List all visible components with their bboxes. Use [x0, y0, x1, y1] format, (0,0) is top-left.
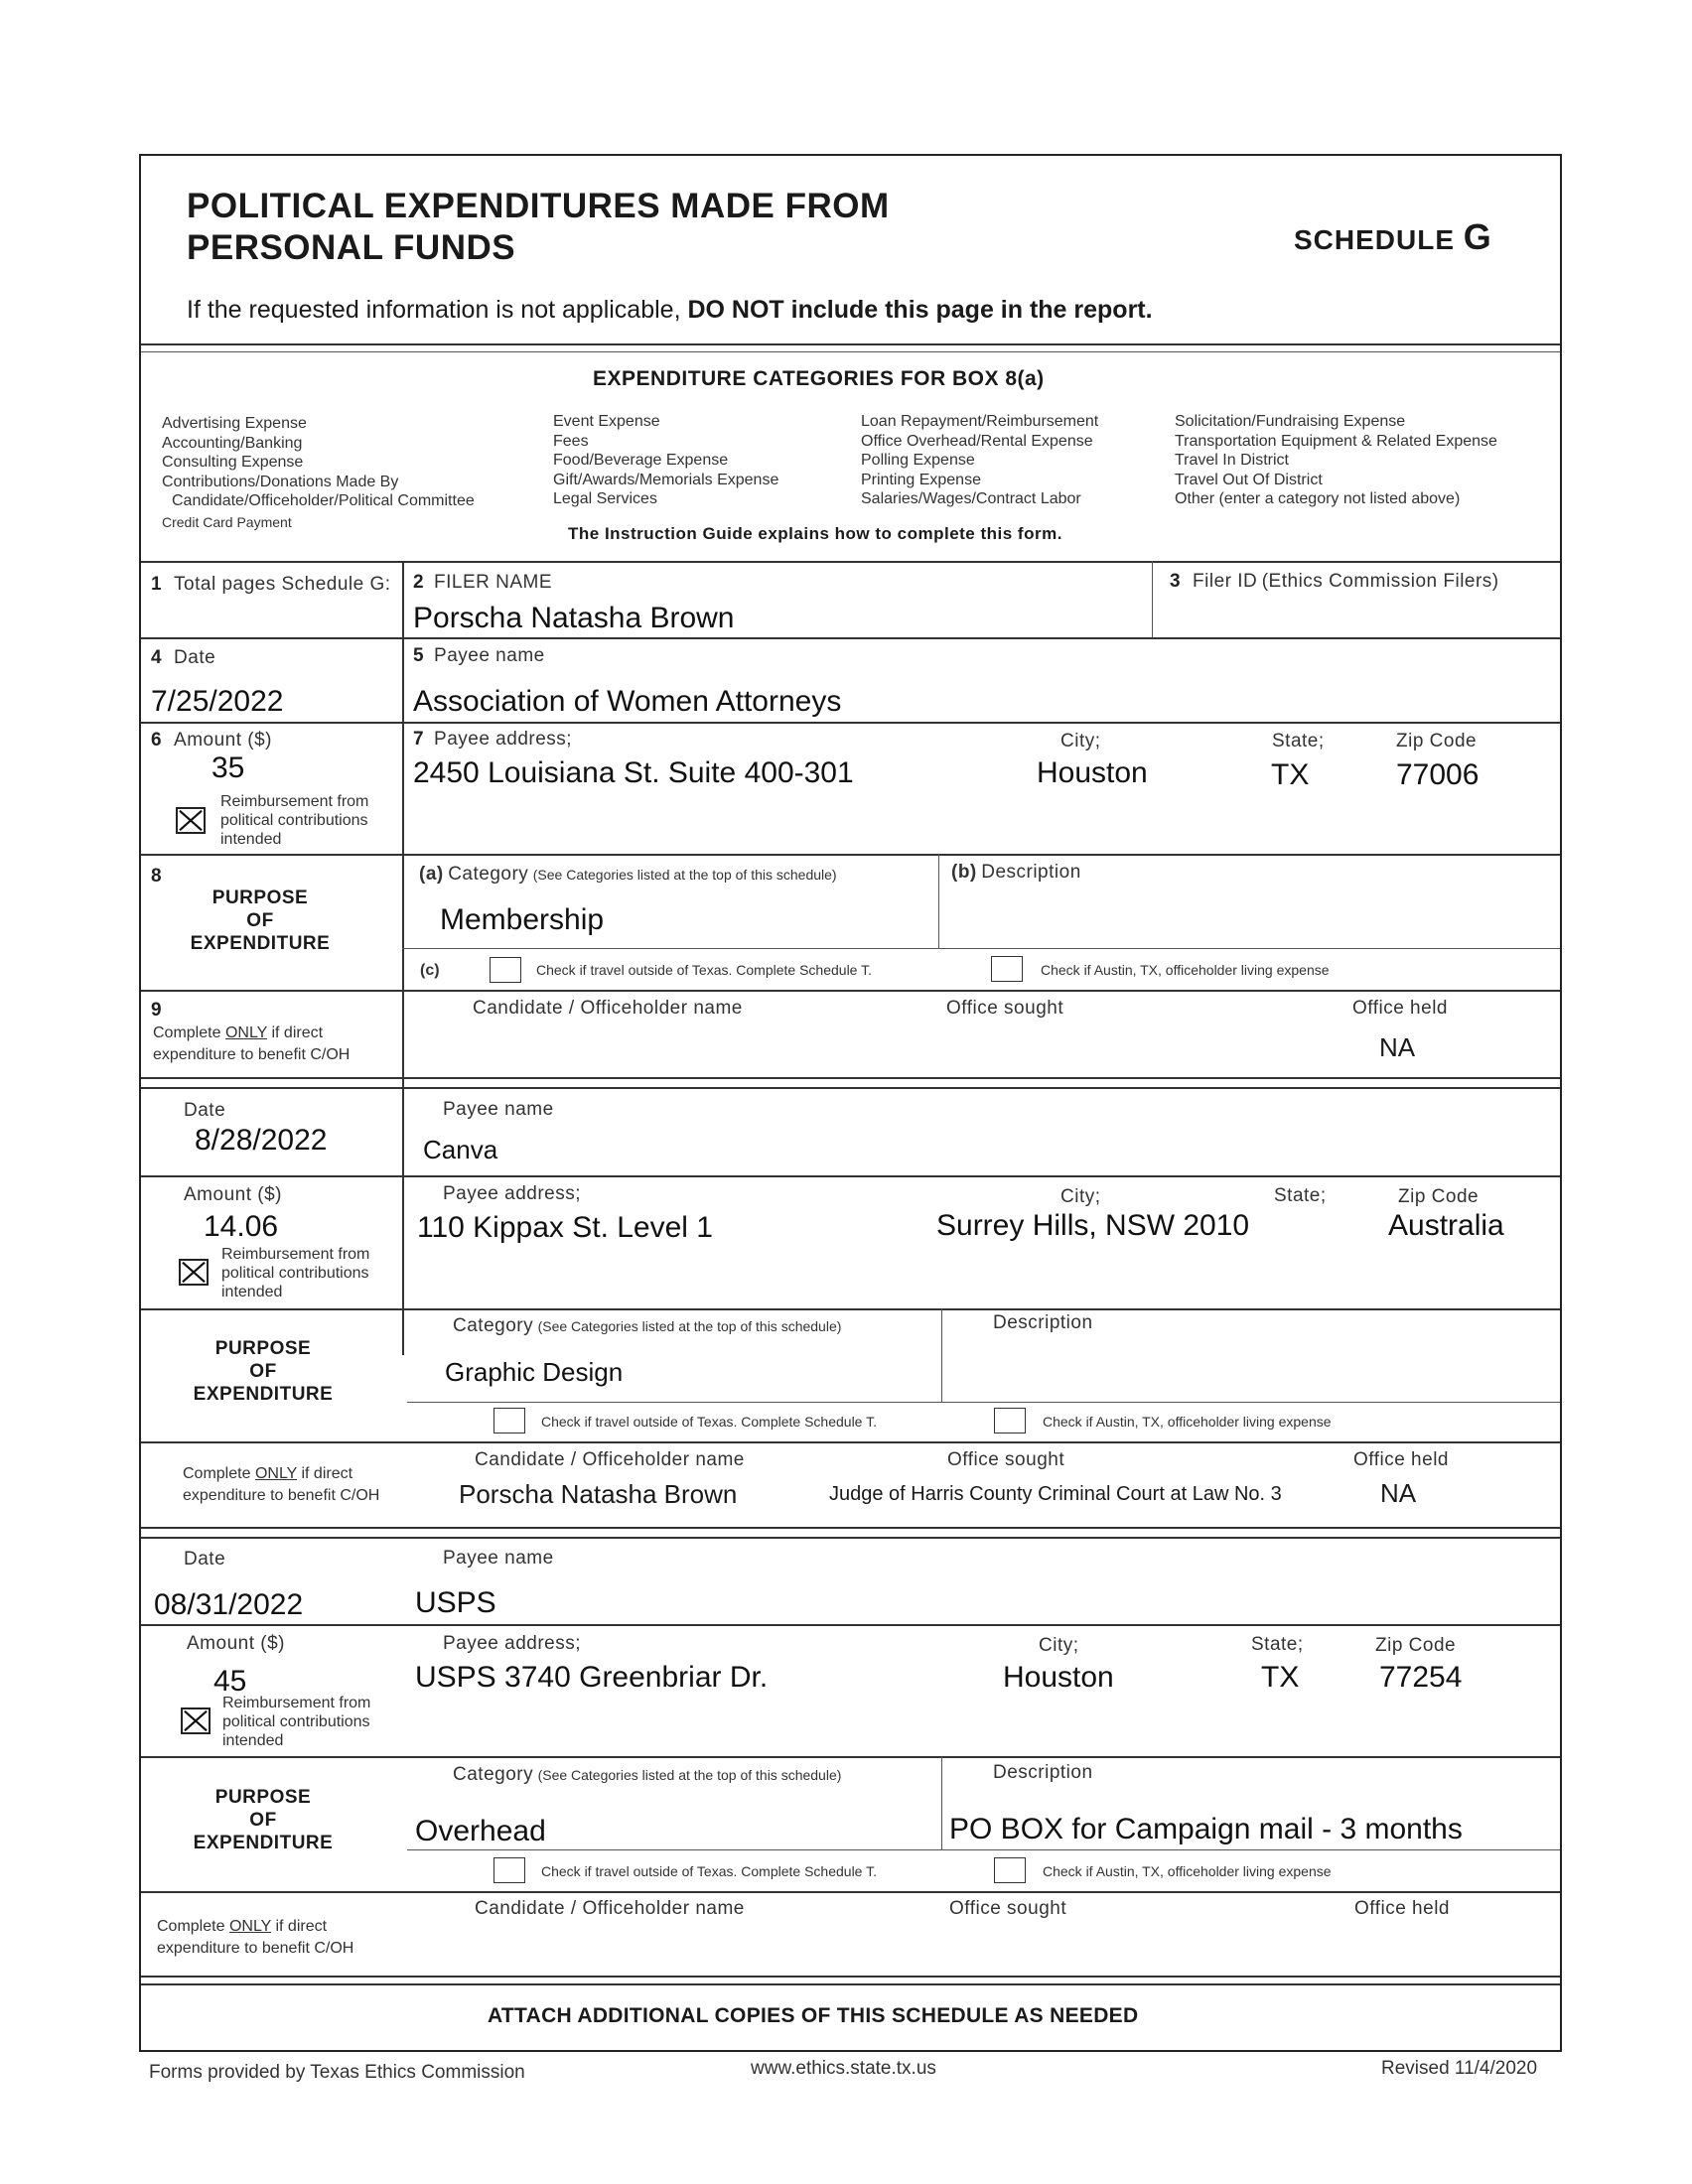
- state-label: State;: [1251, 1634, 1304, 1655]
- complete-suffix: if direct: [271, 1024, 324, 1041]
- entry3-zip[interactable]: 77254: [1379, 1661, 1463, 1694]
- complete-only-label: [157, 1916, 353, 1960]
- divider: [141, 561, 1560, 563]
- categories-col3: [861, 412, 1098, 509]
- purpose-line: EXPENDITURE: [193, 1384, 334, 1405]
- entry1-state[interactable]: TX: [1271, 758, 1310, 791]
- description-label: Description: [993, 1762, 1093, 1783]
- candidate-name-label: Candidate / Officeholder name: [475, 1449, 745, 1470]
- entry3-city[interactable]: Houston: [1003, 1661, 1114, 1694]
- entry2-austin-checkbox[interactable]: [994, 1408, 1026, 1433]
- entry2-amount[interactable]: 14.06: [204, 1210, 279, 1243]
- zip-label: Zip Code: [1398, 1186, 1480, 1207]
- entry2-office-sought[interactable]: Judge of Harris County Criminal Court at Law No. 3: [829, 1483, 1282, 1505]
- divider: [1152, 561, 1153, 637]
- filer-id-label: Filer ID: [1193, 571, 1258, 592]
- reimbursement-label: [220, 792, 368, 849]
- categories-col1: [162, 414, 475, 532]
- category-item: Accounting/Banking: [162, 434, 303, 452]
- field-number: 6: [151, 730, 162, 751]
- reimb-line: Reimbursement from: [222, 1695, 371, 1711]
- office-sought-label: Office sought: [946, 998, 1064, 1019]
- entry3-travel-checkbox[interactable]: [494, 1857, 525, 1883]
- field-3: [1170, 571, 1499, 593]
- entry3-category[interactable]: Overhead: [415, 1815, 546, 1847]
- travel-label: Check if travel outside of Texas. Complete Schedule T.: [541, 1863, 877, 1879]
- purpose-label: [176, 887, 345, 955]
- categories-col2: [553, 412, 778, 509]
- purpose-line: PURPOSE: [214, 1338, 312, 1359]
- schedule-letter: G: [1463, 216, 1492, 257]
- travel-label: Check if travel outside of Texas. Complete Schedule T.: [536, 962, 872, 978]
- complete-only-label: [183, 1463, 379, 1507]
- divider: [407, 1849, 1560, 1850]
- category-label: [453, 1315, 841, 1337]
- divider: [402, 948, 1560, 949]
- category-label: [453, 1764, 841, 1786]
- category-item: Contributions/Donations Made By: [162, 473, 399, 490]
- complete-line1: [157, 1916, 353, 1938]
- x-mark-icon: [178, 809, 204, 832]
- complete-prefix: Complete: [183, 1465, 251, 1482]
- amount-label: Amount ($): [184, 1184, 282, 1205]
- city-label: City;: [1060, 1186, 1101, 1207]
- payee-name-label: Payee name: [443, 1548, 554, 1569]
- description-label: Description: [993, 1312, 1093, 1333]
- payee-name-label-text: Payee name: [434, 645, 545, 666]
- date-label: [151, 647, 215, 669]
- reimb-line: political contributions: [221, 1265, 369, 1282]
- attach-notice: ATTACH ADDITIONAL COPIES OF THIS SCHEDULE AS NEEDED: [488, 2004, 1139, 2027]
- field-number: 1: [151, 574, 162, 595]
- complete-line1: [183, 1463, 379, 1485]
- category-item: Legal Services: [553, 490, 657, 507]
- category-item: Transportation Equipment & Related Expense: [1175, 432, 1497, 450]
- category-item: Polling Expense: [861, 452, 975, 469]
- divider: [141, 1087, 1560, 1089]
- instruction-note: The Instruction Guide explains how to complete this form.: [568, 524, 1062, 543]
- schedule-word: SCHEDULE: [1294, 224, 1456, 255]
- reimbursement-label: [222, 1694, 370, 1750]
- divider: [141, 1891, 1560, 1893]
- zip-label: Zip Code: [1375, 1635, 1457, 1656]
- payee-address-label: [413, 729, 572, 751]
- field-number: 4: [151, 647, 162, 668]
- divider: [141, 1537, 1560, 1539]
- category-item: Candidate/Officeholder/Political Committee: [172, 492, 475, 509]
- divider: [141, 1976, 1560, 1978]
- category-item: Fees: [553, 432, 589, 450]
- entry3-date[interactable]: 08/31/2022: [154, 1588, 304, 1621]
- purpose-line: OF: [246, 910, 274, 931]
- purpose-line: EXPENDITURE: [193, 1833, 334, 1853]
- amount-label: Amount ($): [187, 1633, 285, 1654]
- purpose-line: PURPOSE: [212, 887, 309, 908]
- entry2-zip[interactable]: Australia: [1388, 1209, 1504, 1242]
- x-mark-icon: [181, 1261, 207, 1284]
- divider: [141, 637, 1560, 639]
- purpose-line: OF: [249, 1361, 277, 1382]
- divider: [141, 990, 1560, 992]
- entry1-zip[interactable]: 77006: [1396, 758, 1480, 791]
- office-sought-label: Office sought: [949, 1898, 1067, 1919]
- candidate-name-label: Candidate / Officeholder name: [473, 998, 743, 1019]
- complete-only: ONLY: [228, 1918, 272, 1935]
- austin-label: Check if Austin, TX, officeholder living expense: [1041, 962, 1330, 978]
- category-item: Food/Beverage Expense: [553, 452, 729, 469]
- x-mark-icon: [183, 1709, 209, 1732]
- entry3-amount[interactable]: 45: [213, 1665, 247, 1698]
- payee-name-label: [413, 645, 545, 667]
- reimb-line: Reimbursement from: [221, 1246, 370, 1263]
- purpose-label: [179, 1786, 348, 1854]
- entry3-reimbursement-checkbox[interactable]: [181, 1707, 211, 1734]
- entry1-payee-name[interactable]: Association of Women Attorneys: [413, 685, 842, 718]
- candidate-name-label: Candidate / Officeholder name: [475, 1898, 745, 1919]
- complete-line2: expenditure to benefit C/OH: [153, 1046, 351, 1063]
- category-item: Credit Card Payment: [162, 513, 292, 530]
- categories-col4: [1175, 412, 1497, 509]
- purpose-label: [179, 1337, 348, 1406]
- entry1-office-held[interactable]: NA: [1379, 1032, 1416, 1062]
- complete-line1: [153, 1023, 350, 1044]
- category-note: (See Categories listed at the top of this schedule): [537, 1767, 842, 1783]
- entry1-amount[interactable]: 35: [212, 751, 245, 784]
- date-label: Date: [184, 1100, 226, 1121]
- complete-suffix: if direct: [301, 1465, 353, 1482]
- office-held-label: Office held: [1352, 998, 1448, 1019]
- category-label-text: Category: [453, 1315, 534, 1336]
- field-letter: (b): [951, 862, 977, 883]
- divider: [141, 1308, 1560, 1310]
- divider: [141, 343, 1560, 345]
- payee-name-label: Payee name: [443, 1099, 554, 1120]
- category-item: Salaries/Wages/Contract Labor: [861, 490, 1081, 507]
- divider: [141, 1624, 1560, 1626]
- reimbursement-label: [221, 1245, 369, 1301]
- form-title-line2: PERSONAL FUNDS: [187, 228, 516, 267]
- office-held-label: Office held: [1354, 1898, 1450, 1919]
- purpose-line: PURPOSE: [214, 1787, 312, 1808]
- category-item: Travel Out Of District: [1175, 471, 1323, 488]
- entry3-state[interactable]: TX: [1261, 1661, 1300, 1694]
- austin-label: Check if Austin, TX, officeholder living expense: [1043, 1414, 1332, 1430]
- city-label: City;: [1039, 1635, 1079, 1656]
- complete-only: ONLY: [254, 1465, 298, 1482]
- description-label: [951, 862, 1081, 884]
- field-number: 8: [151, 866, 162, 887]
- category-item: Other (enter a category not listed above): [1175, 490, 1461, 507]
- category-item: Loan Repayment/Reimbursement: [861, 413, 1099, 430]
- payee-address-label: Payee address;: [443, 1633, 582, 1654]
- divider: [402, 561, 404, 1355]
- reimb-line: political contributions: [220, 812, 368, 829]
- divider: [141, 722, 1560, 724]
- entry2-reimbursement-checkbox[interactable]: [179, 1259, 209, 1286]
- category-item: Event Expense: [553, 413, 660, 430]
- reimb-line: intended: [221, 1284, 283, 1300]
- entry1-travel-checkbox[interactable]: [490, 957, 521, 983]
- entry2-date[interactable]: 8/28/2022: [195, 1124, 328, 1157]
- notice-prefix: If the requested information is not applicable,: [187, 296, 681, 324]
- divider: [941, 1308, 942, 1402]
- field-letter: (c): [420, 962, 440, 979]
- austin-label: Check if Austin, TX, officeholder living expense: [1043, 1863, 1332, 1879]
- complete-prefix: Complete: [153, 1024, 221, 1041]
- field-2: [413, 572, 552, 594]
- category-label-text: Category: [453, 1764, 534, 1785]
- category-item: Gift/Awards/Memorials Expense: [553, 471, 779, 488]
- entry1-category[interactable]: Membership: [440, 903, 605, 936]
- entry2-address[interactable]: 110 Kippax St. Level 1: [417, 1211, 713, 1244]
- entry3-austin-checkbox[interactable]: [994, 1857, 1026, 1883]
- entry2-category[interactable]: Graphic Design: [445, 1357, 624, 1387]
- category-label-text: Category: [448, 864, 529, 885]
- form-title-line1: POLITICAL EXPENDITURES MADE FROM: [187, 187, 890, 225]
- divider: [141, 351, 1560, 352]
- entry2-city[interactable]: Surrey Hills, NSW 2010: [936, 1209, 1250, 1242]
- divider: [141, 1756, 1560, 1758]
- office-sought-label: Office sought: [947, 1449, 1065, 1470]
- entry1-address[interactable]: 2450 Louisiana St. Suite 400-301: [413, 756, 854, 789]
- purpose-line: OF: [249, 1810, 277, 1831]
- entry1-austin-checkbox[interactable]: [991, 956, 1023, 982]
- field-letter: (a): [419, 864, 444, 885]
- state-label: State;: [1274, 1185, 1327, 1206]
- payee-address-label: Payee address;: [443, 1183, 582, 1204]
- divider: [938, 854, 939, 948]
- forms-provided: Forms provided by Texas Ethics Commission: [149, 2062, 525, 2083]
- revised-date: Revised 11/4/2020: [1381, 2058, 1538, 2079]
- entry1-reimbursement-checkbox[interactable]: [176, 807, 206, 834]
- category-note: (See Categories listed at the top of this schedule): [532, 867, 837, 883]
- entry2-travel-checkbox[interactable]: [494, 1408, 525, 1433]
- divider: [141, 1527, 1560, 1529]
- entry2-payee-name[interactable]: Canva: [423, 1135, 498, 1164]
- field-number: 9: [151, 1000, 162, 1021]
- office-held-label: Office held: [1353, 1449, 1449, 1470]
- notice-bold: DO NOT include this page in the report.: [687, 296, 1153, 324]
- field-number: 5: [413, 645, 424, 666]
- divider: [141, 854, 1560, 856]
- category-item: Office Overhead/Rental Expense: [861, 432, 1093, 450]
- website-link[interactable]: www.ethics.state.tx.us: [751, 2058, 936, 2079]
- divider: [941, 1756, 942, 1849]
- state-label: State;: [1272, 731, 1325, 751]
- amount-label: [151, 730, 272, 751]
- notice: [187, 296, 1153, 325]
- filer-id-note: (Ethics Commission Filers): [1261, 571, 1499, 592]
- complete-prefix: Complete: [157, 1918, 225, 1935]
- entry3-description[interactable]: PO BOX for Campaign mail - 3 months: [949, 1813, 1463, 1845]
- divider: [141, 1983, 1560, 1985]
- purpose-line: EXPENDITURE: [190, 933, 331, 954]
- complete-suffix: if direct: [275, 1918, 328, 1935]
- category-label: [419, 864, 837, 886]
- divider: [141, 1077, 1560, 1079]
- total-pages-label: Total pages Schedule G:: [174, 574, 391, 595]
- category-note: (See Categories listed at the top of this schedule): [537, 1318, 842, 1334]
- field-number: 2: [413, 572, 424, 593]
- schedule-label: [1294, 216, 1492, 258]
- date-label: Date: [184, 1549, 226, 1570]
- payee-address-label-text: Payee address;: [434, 729, 573, 750]
- category-item: Solicitation/Fundraising Expense: [1175, 413, 1406, 430]
- category-item: Advertising Expense: [162, 415, 307, 432]
- entry1-date[interactable]: 7/25/2022: [151, 685, 284, 718]
- field-number: 3: [1170, 571, 1181, 592]
- travel-label: Check if travel outside of Texas. Complete Schedule T.: [541, 1414, 877, 1430]
- complete-only-label: [153, 1023, 350, 1066]
- city-label: City;: [1060, 731, 1101, 751]
- complete-only: ONLY: [224, 1024, 268, 1041]
- divider: [141, 1441, 1560, 1443]
- category-item: Consulting Expense: [162, 454, 304, 471]
- reimb-line: Reimbursement from: [220, 793, 369, 810]
- amount-label-text: Amount ($): [174, 730, 273, 751]
- date-label-text: Date: [174, 647, 216, 668]
- entry3-address[interactable]: USPS 3740 Greenbriar Dr.: [415, 1661, 769, 1694]
- field-number: 7: [413, 729, 424, 750]
- reimb-line: intended: [222, 1732, 284, 1749]
- entry3-payee-name[interactable]: USPS: [415, 1586, 496, 1619]
- reimb-line: intended: [220, 831, 282, 848]
- complete-line2: expenditure to benefit C/OH: [183, 1487, 380, 1504]
- filer-name-label: FILER NAME: [434, 572, 553, 593]
- complete-line2: expenditure to benefit C/OH: [157, 1940, 354, 1957]
- entry1-city[interactable]: Houston: [1037, 756, 1148, 789]
- divider: [141, 1175, 1560, 1177]
- divider: [407, 1402, 1560, 1403]
- categories-title: EXPENDITURE CATEGORIES FOR BOX 8(a): [593, 367, 1045, 390]
- entry2-candidate[interactable]: Porscha Natasha Brown: [459, 1479, 738, 1509]
- description-label-text: Description: [981, 862, 1081, 883]
- reimb-line: political contributions: [222, 1713, 370, 1730]
- filer-name[interactable]: Porscha Natasha Brown: [413, 602, 735, 634]
- category-item: Printing Expense: [861, 471, 981, 488]
- category-item: Travel In District: [1175, 452, 1289, 469]
- field-1: [151, 574, 391, 596]
- entry2-office-held[interactable]: NA: [1380, 1478, 1417, 1508]
- zip-label: Zip Code: [1396, 731, 1478, 751]
